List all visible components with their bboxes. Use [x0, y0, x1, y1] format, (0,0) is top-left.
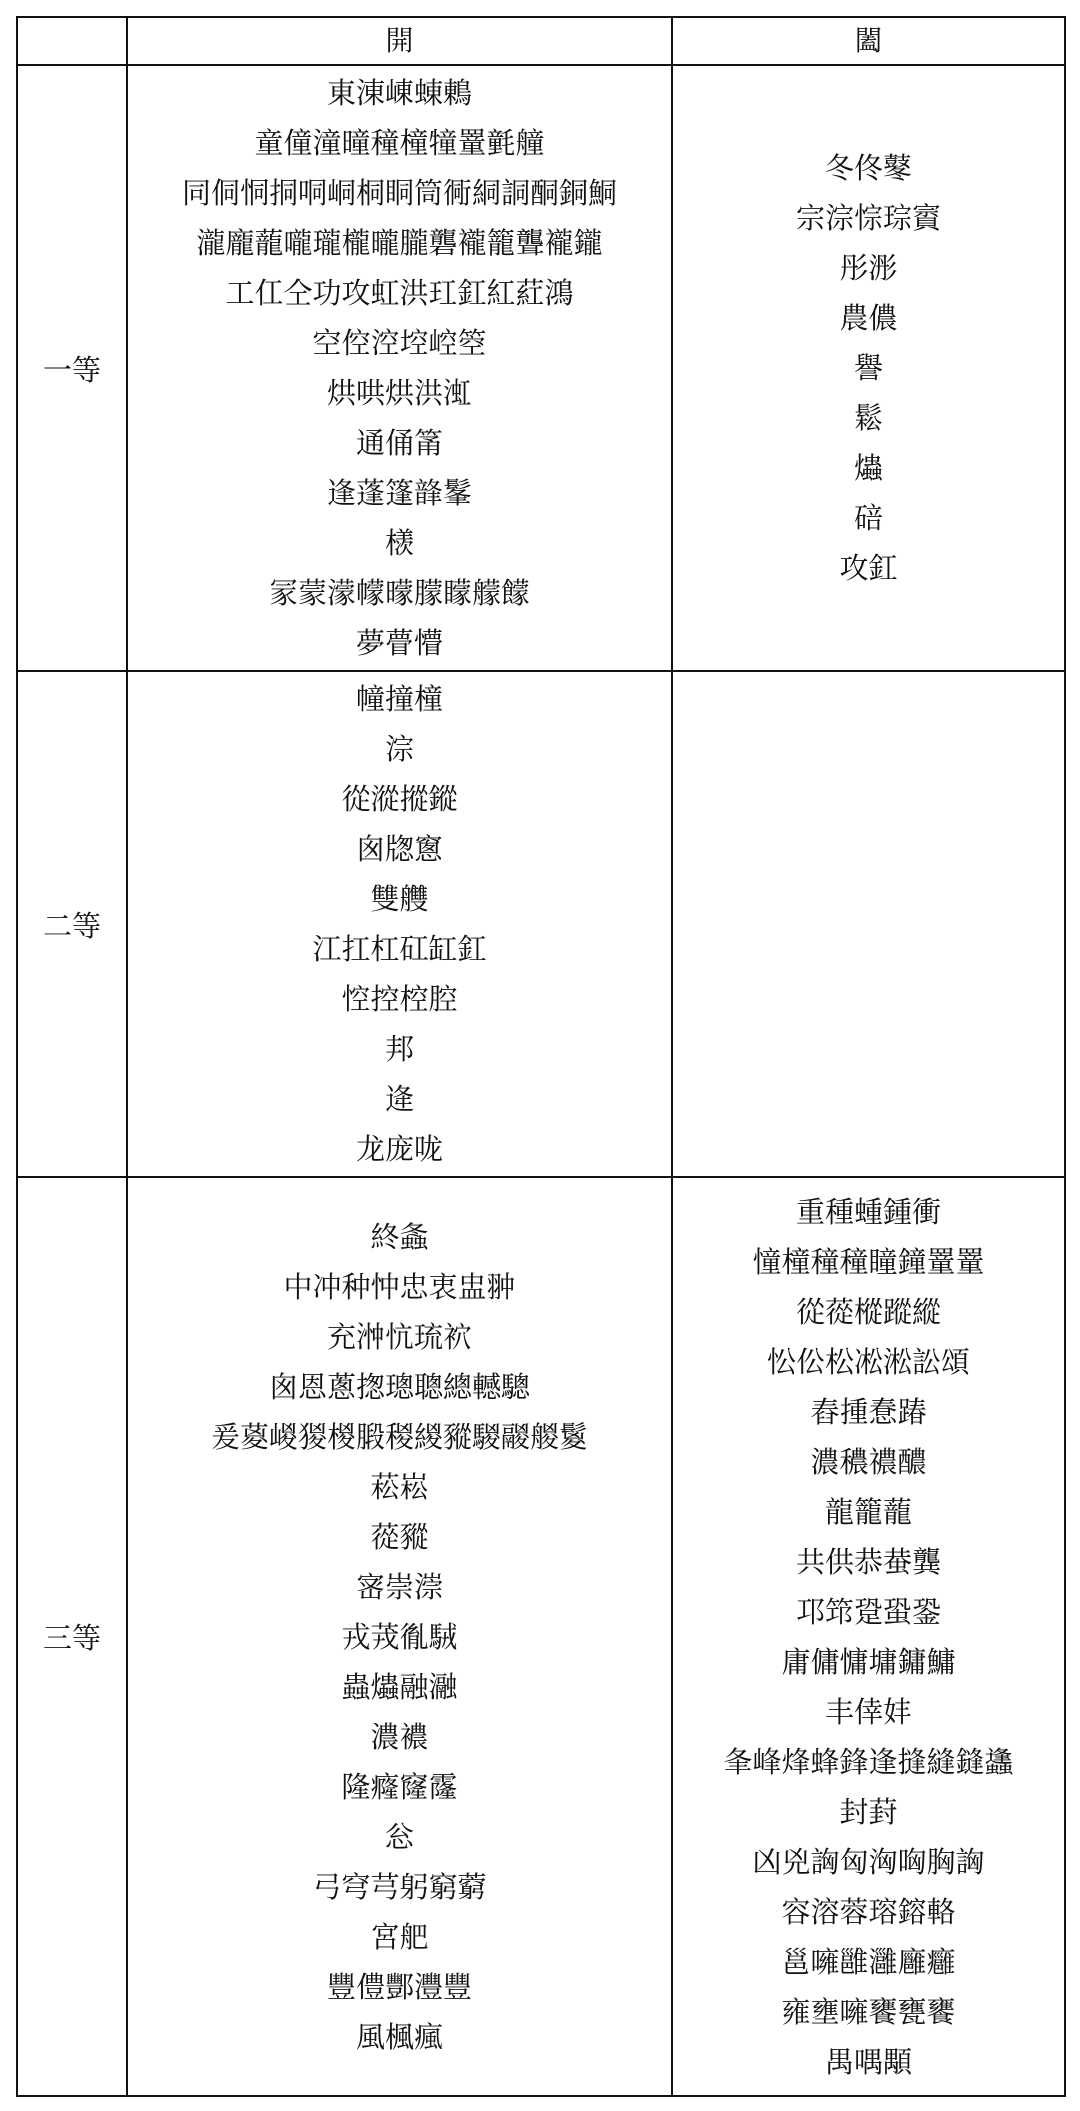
- character-group: 東涷崠蝀鶇: [326, 76, 472, 110]
- character-group: 宗淙悰琮賨: [795, 201, 941, 235]
- open-cell: [127, 671, 672, 1177]
- character-group: 終螽: [370, 1219, 429, 1254]
- character-group: 重種蝩鍾衝: [795, 1194, 941, 1229]
- character-group: 充浺忼琉袕: [326, 1319, 472, 1354]
- character-group: 宮舥: [370, 1919, 429, 1954]
- character-group: 凶兇詾匈洶哅胸詾: [752, 1844, 985, 1879]
- character-group: 舂揰惷踳: [810, 1394, 927, 1429]
- character-group: 檨: [384, 526, 414, 560]
- character-group: 丰倖妦: [824, 1694, 912, 1729]
- character-group: 中冲种忡忠衷盅翀: [283, 1269, 516, 1304]
- closed-list: [673, 143, 1064, 593]
- character-group: 邕噰雝灉廱癰: [781, 1944, 956, 1979]
- character-group: 夆峰烽蜂鋒逢摓縫鏠蠭: [723, 1744, 1014, 1779]
- character-group: 幢撞橦: [355, 682, 443, 716]
- grade-row: [17, 1177, 1065, 2096]
- character-group: 濃穠禯醲: [810, 1444, 927, 1479]
- character-group: 囪恩蔥揔璁聰總轗驄: [268, 1369, 530, 1404]
- character-group: 爞: [853, 451, 883, 485]
- character-group: 蟲爞融瀜: [341, 1669, 458, 1704]
- character-group: 從蓯樅蹤縱: [795, 1294, 941, 1329]
- character-group: 冬佟鼕: [824, 151, 912, 185]
- open-list: [128, 68, 671, 668]
- character-group: 爰葼嵕猣椶腶稯緵豵騣鬷艐鬉: [210, 1419, 588, 1454]
- character-group: 夢瞢懵: [355, 626, 443, 660]
- open-cell: [127, 65, 672, 671]
- character-group: 空倥涳埪崆箜: [312, 326, 487, 360]
- character-group: 雍壅噰饔甕饔: [781, 1994, 956, 2029]
- character-group: 冡蒙濛幪曚朦矇艨饛: [268, 576, 530, 610]
- grade-label: 一等: [17, 65, 127, 671]
- character-group: 憧橦穜穜瞳鐘罿罿: [752, 1244, 985, 1279]
- character-group: 禺喁顒: [824, 2044, 912, 2079]
- character-group: 蓯豵: [370, 1519, 429, 1554]
- character-group: 攻釭: [839, 551, 898, 585]
- rhyme-table: [16, 16, 1066, 2097]
- character-group: 雙艭: [370, 882, 429, 916]
- grade-row: [17, 65, 1065, 671]
- character-group: 隆癃窿霳: [341, 1769, 458, 1804]
- character-group: 囪牎窻: [355, 832, 443, 866]
- character-group: 容溶蓉瑢鎔輅: [781, 1894, 956, 1929]
- open-column-header: 開: [127, 17, 672, 65]
- character-group: 彤浵: [839, 251, 898, 285]
- character-group: 逄: [384, 1082, 414, 1116]
- character-group: 忪伀松凇淞訟頌: [766, 1344, 970, 1379]
- grade-label: 二等: [17, 671, 127, 1177]
- character-group: 淙: [384, 732, 414, 766]
- corner-cell: [17, 17, 127, 65]
- closed-list: [673, 1187, 1064, 2087]
- open-list: [128, 674, 671, 1174]
- character-group: 瀧龐蘢嚨瓏櫳曨朧礱襱籠聾襱鑨: [196, 226, 603, 260]
- open-list: [128, 1212, 671, 2062]
- grade-label: 三等: [17, 1177, 127, 2096]
- character-group: 江扛杠矼缸釭: [312, 932, 487, 966]
- character-group: 童僮潼曈穜橦犝罿氃艟: [254, 126, 545, 160]
- character-group: 弓穹芎躬窮藭: [312, 1869, 487, 1904]
- closed-cell: [672, 65, 1065, 671]
- character-group: 戎茙㣧駥: [341, 1619, 458, 1654]
- character-group: 封葑: [839, 1794, 898, 1829]
- character-group: 濃襛: [370, 1719, 429, 1754]
- character-group: 從漎摐鏦: [341, 782, 458, 816]
- header-row: [17, 17, 1065, 65]
- character-group: 農儂: [839, 301, 898, 335]
- character-group: 龍籠蘢: [824, 1494, 912, 1529]
- character-group: 工仜仝功攻虹洪玒釭紅葒鴻: [225, 276, 574, 310]
- closed-column-header: 闔: [672, 17, 1065, 65]
- character-group: 菘崧: [370, 1469, 429, 1504]
- character-group: 邛筇跫蛩銎: [795, 1594, 941, 1629]
- open-cell: [127, 1177, 672, 2096]
- character-group: 鬆: [853, 401, 883, 435]
- character-group: 逢蓬篷韸髼: [326, 476, 472, 510]
- character-group: 悾控椌腔: [341, 982, 458, 1016]
- character-group: 碚: [853, 501, 883, 535]
- character-group: 風楓瘋: [355, 2019, 443, 2054]
- character-group: 宻崇漴: [355, 1569, 443, 1604]
- character-group: 邦: [384, 1032, 414, 1066]
- character-group: 豐僼酆灃豐: [326, 1969, 472, 2004]
- character-group: 庸傭慵墉鏞鱅: [781, 1644, 956, 1679]
- character-group: 烘哄烘洪渱: [326, 376, 472, 410]
- character-group: 通俑筩: [355, 426, 443, 460]
- grade-row: [17, 671, 1065, 1177]
- character-group: 龙庞咙: [355, 1132, 443, 1166]
- character-group: 譽: [853, 351, 883, 385]
- character-group: 忩: [384, 1819, 414, 1854]
- closed-cell: [672, 671, 1065, 1177]
- character-group: 同侗恫挏哃峒桐眮筒衕絧詷酮銅鮦: [181, 176, 617, 210]
- closed-cell: [672, 1177, 1065, 2096]
- character-group: 共供恭蛬龔: [795, 1544, 941, 1579]
